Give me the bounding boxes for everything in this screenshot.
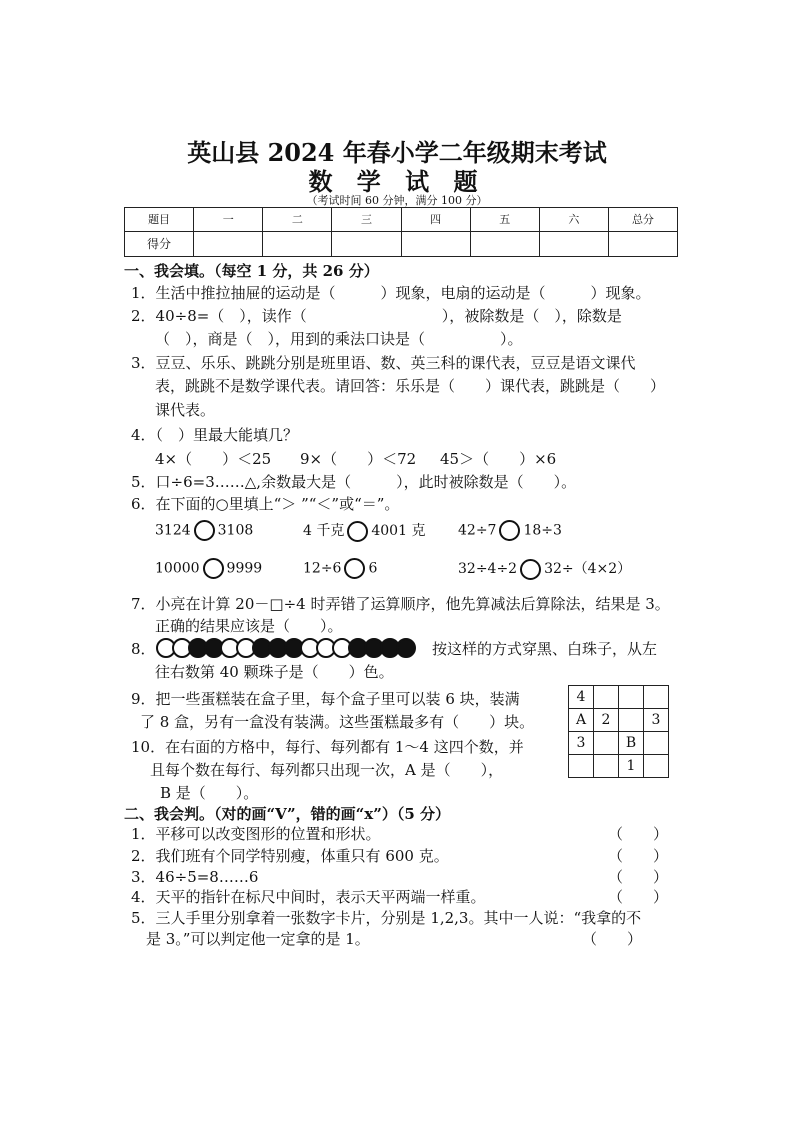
score-input-cell[interactable] [470,231,539,256]
grid-cell: B [619,732,644,755]
question-10-line-2: 且每个数在每行、每列都只出现一次，A 是（ ）， [150,761,504,779]
score-cell: 六 [539,208,608,232]
grid-cell [619,686,644,709]
score-table-score-row [125,231,678,256]
section-1-heading: 一、我会填。（每空 1 分，共 26 分） [124,262,379,280]
compare-circle[interactable] [194,520,215,541]
question-10-line-3: B 是（ ）。 [160,784,259,802]
score-input-cell[interactable] [263,231,332,256]
grid-cell [594,686,619,709]
grid-row [569,755,669,778]
score-cell: 三 [332,208,401,232]
judge-item-5-line-1: 5．三人手里分别拿着一张数字卡片，分别是 1,2,3。其中一人说：“我拿的不 [131,909,642,927]
question-10-line-1: 10．在右面的方格中，每行、每列都有 1～4 这四个数，并 [131,738,524,756]
grid-cell [569,755,594,778]
question-4: 4．（ ）里最大能填几？ [131,426,299,444]
grid-cell [644,686,669,709]
question-8-number: 8． [131,640,156,658]
compare-item-d [155,558,262,579]
compare-circle[interactable] [499,520,520,541]
judge-item-5-line-2: 是 3。”可以判定他一定拿的是 1。 [146,930,370,948]
compare-right: 3108 [217,522,254,539]
question-3-line-3: 课代表。 [155,401,216,419]
exam-subtitle: 数 学 试 题 [308,167,486,196]
grid-row [569,709,669,732]
grid-cell: 1 [619,755,644,778]
question-2-line-1: 2．40÷8=（ ），读作（ ），被除数是（ ），除数是 [131,307,622,325]
judge-answer-1[interactable]: （ ） [608,825,669,843]
compare-circle[interactable] [347,521,368,542]
compare-left: 3124 [155,522,191,539]
question-7-line-2: 正确的结果应该是（ ）。 [155,617,343,635]
black-bead-icon [396,638,416,658]
grid-cell: 4 [569,686,594,709]
question-5: 5．口÷6=3……△,余数最大是（ ），此时被除数是（ ）。 [131,473,577,491]
question-4a: 4×（ ）＜25 [155,450,272,468]
exam-note: （考试时间 60 分钟，满分 100 分） [306,194,488,207]
compare-circle[interactable] [520,559,541,580]
score-cell: 题目 [125,208,194,232]
judge-item-1: 1．平移可以改变图形的位置和形状。 [131,825,381,843]
compare-item-e [303,558,377,579]
grid-cell [644,732,669,755]
question-3-line-1: 3．豆豆、乐乐、跳跳分别是班里语、数、英三科的课代表，豆豆是语文课代 [131,354,636,372]
grid-cell: 2 [594,709,619,732]
compare-right: 4001 克 [371,523,426,539]
score-cell: 一 [194,208,263,232]
score-input-cell[interactable] [332,231,401,256]
grid-cell [619,709,644,732]
section-2-heading: 二、我会判。（对的画“V”，错的画“x”）（5 分） [124,805,451,823]
judge-item-4: 4．天平的指针在标尺中间时，表示天平两端一样重。 [131,888,486,906]
compare-item-f [458,558,631,580]
compare-right: 6 [368,560,378,577]
question-9-line-1: 9．把一些蛋糕装在盒子里，每个盒子里可以装 6 块，装满 [131,690,520,708]
score-table [124,207,678,257]
grid-row [569,732,669,755]
question-3-line-2: 表，跳跳不是数学课代表。请回答：乐乐是（ ）课代表，跳跳是（ ） [155,377,666,395]
grid-cell: 3 [644,709,669,732]
bead-sequence [156,637,412,658]
question-1: 1．生活中推拉抽屉的运动是（ ）现象，电扇的运动是（ ）现象。 [131,284,651,302]
compare-left: 32÷4÷2 [458,561,518,577]
grid-row [569,686,669,709]
compare-left: 10000 [155,560,200,577]
compare-right: 32÷（4×2） [544,561,632,577]
score-input-cell[interactable] [194,231,263,256]
grid-cell [594,732,619,755]
compare-right: 9999 [226,560,263,577]
question-8-line-2: 往右数第 40 颗珠子是（ ）色。 [155,663,394,681]
score-cell: 二 [263,208,332,232]
question-4b: 9×（ ）＜72 [300,450,417,468]
score-cell: 四 [401,208,470,232]
score-cell: 总分 [608,208,677,232]
compare-circle[interactable] [203,558,224,579]
question-7-line-1: 7．小亮在计算 20－□÷4 时弄错了运算顺序，他先算减法后算除法，结果是 3。 [131,595,670,613]
judge-answer-4[interactable]: （ ） [608,888,669,906]
compare-left: 42÷7 [458,522,497,539]
compare-item-a [155,520,253,541]
score-cell: 五 [470,208,539,232]
score-input-cell[interactable] [608,231,677,256]
grid-cell [594,755,619,778]
judge-answer-2[interactable]: （ ） [608,847,669,865]
judge-item-3: 3．46÷5=8……6 [131,868,259,886]
judge-answer-3[interactable]: （ ） [608,868,669,886]
number-grid [568,685,669,778]
score-input-cell[interactable] [539,231,608,256]
score-input-cell[interactable] [401,231,470,256]
score-table-header-row [125,208,678,232]
grid-cell: A [569,709,594,732]
score-row-label: 得分 [125,231,194,256]
exam-title: 英山县 2024 年春小学二年级期末考试 [187,138,607,167]
compare-item-b [303,520,425,542]
question-9-line-2: 了 8 盒，另有一盒没有装满。这些蛋糕最多有（ ）块。 [140,713,535,731]
judge-answer-5[interactable]: （ ） [582,930,643,948]
grid-cell [644,755,669,778]
compare-item-c [458,520,562,541]
judge-item-2: 2．我们班有个同学特别瘦，体重只有 600 克。 [131,847,449,865]
compare-right: 18÷3 [523,522,562,539]
compare-left: 4 千克 [303,523,345,539]
compare-left: 12÷6 [303,560,342,577]
question-2-line-2: （ ），商是（ ），用到的乘法口诀是（ ）。 [155,330,523,348]
compare-circle[interactable] [344,558,365,579]
question-6: 6．在下面的○里填上“＞ ”“＜”或“＝”。 [131,495,400,513]
question-8-line-1: 按这样的方式穿黑、白珠子，从左 [432,640,658,658]
question-4c: 45＞（ ）×6 [440,450,557,468]
grid-cell: 3 [569,732,594,755]
